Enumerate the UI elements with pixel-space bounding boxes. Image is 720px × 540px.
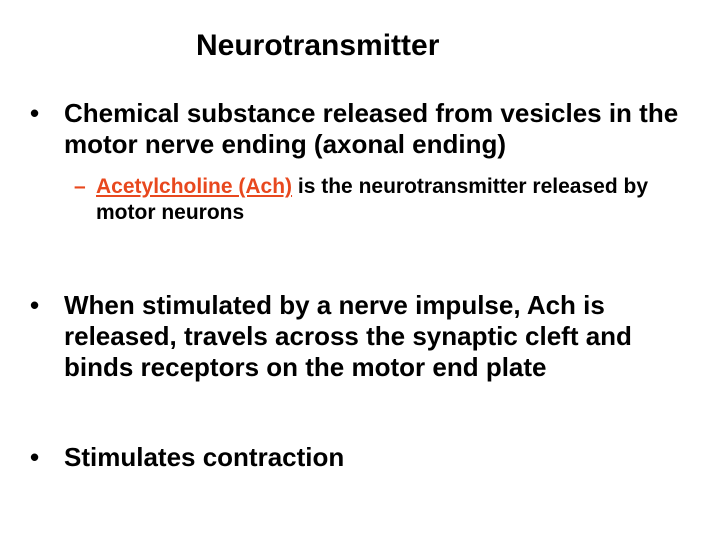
bullet-item <box>30 98 690 160</box>
bullet-item <box>30 290 690 383</box>
sub-bullet-marker: – <box>74 175 86 198</box>
sub-bullet-text <box>96 174 684 226</box>
sub-bullet-item <box>74 174 684 226</box>
bullet-marker: • <box>30 290 40 320</box>
bullet-text: Chemical substance released from vesicles in the motor nerve ending (axonal ending) <box>64 98 679 159</box>
bullet-marker: • <box>30 442 40 472</box>
highlighted-term: Acetylcholine (Ach) <box>96 175 293 198</box>
sub-bullet-rest: is the neurotransmitter released by motor neurons <box>96 175 649 224</box>
bullet-item <box>30 442 690 473</box>
slide-title: Neurotransmitter <box>196 29 440 62</box>
bullet-marker: • <box>30 98 40 128</box>
bullet-text: When stimulated by a nerve impulse, Ach is released, travels across the synaptic cleft and binds receptors on the motor end plate <box>64 290 632 382</box>
bullet-text: Stimulates contraction <box>64 442 345 472</box>
